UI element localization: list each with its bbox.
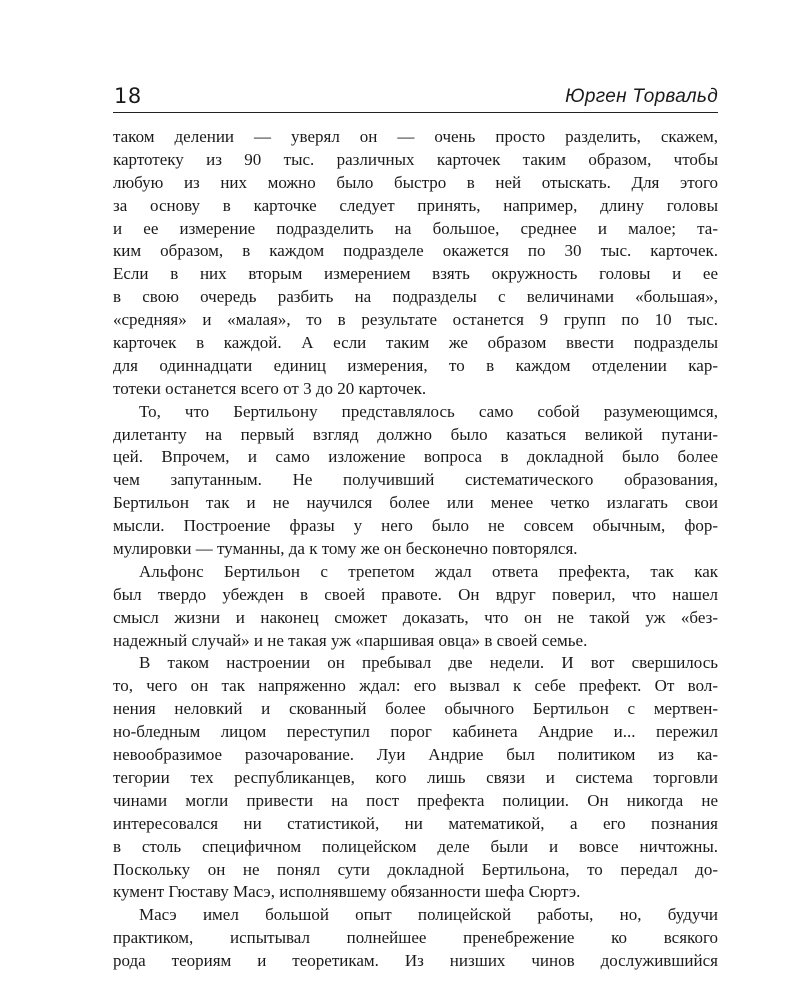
text-line: в свою очередь разбить на подразделы с величинами «большая», — [113, 287, 718, 307]
text-line: был твердо убежден в своей правоте. Он вдруг поверил, что нашел — [113, 584, 718, 604]
text-line: «средняя» и «малая», то в результате останется 9 групп по 10 тыс. — [113, 310, 718, 330]
text-line: тегории тех республиканцев, кого лишь связи и система торговли — [113, 767, 718, 787]
text-line: смысл жизни и наконец сможет доказать, что он не такой уж «без- — [113, 607, 718, 627]
text-line: интересовался ни статистикой, ни математикой, а его познания — [113, 813, 718, 833]
text-line: для одиннадцати единиц измерения, то в каждом отделении кар- — [113, 355, 718, 375]
text-line: В таком настроении он пребывал две недели. И вот свершилось — [139, 653, 718, 673]
text-line: рода теориям и теоретикам. Из низших чинов дослужившийся — [113, 951, 718, 971]
text-line: Масэ имел большой опыт полицейской работы, но, будучи — [139, 905, 718, 925]
text-line: кумент Гюставу Масэ, исполнявшему обязанности шефа Сюртэ. — [113, 882, 581, 902]
text-line: дилетанту на первый взгляд должно было казаться великой путани- — [113, 424, 718, 444]
text-line: то, чего он так напряженно ждал: его вызвал к себе префект. От вол- — [113, 676, 718, 696]
text-line: карточек в каждой. А если таким же образом ввести подразделы — [113, 333, 718, 353]
text-line: цей. Впрочем, и само изложение вопроса в докладной было более — [113, 447, 718, 467]
text-line: чем запутанным. Не получивший систематического образования, — [113, 470, 718, 490]
page-number: 18 — [114, 84, 142, 108]
running-title: Юрген Торвальд — [565, 86, 718, 107]
text-line: Альфонс Бертильон с трепетом ждал ответа префекта, так как — [139, 561, 718, 581]
text-line: ким образом, в каждом подразделе окажется по 30 тыс. карточек. — [113, 241, 718, 261]
text-line: чинами могли привести на пост префекта полиции. Он никогда не — [113, 790, 718, 810]
text-line: в столь специфичном полицейском деле были и вовсе ничтожны. — [113, 836, 718, 856]
text-line: надежный случай» и не такая уж «паршивая овца» в своей семье. — [113, 630, 588, 650]
text-line: Поскольку он не понял сути докладной Бертильона, то передал до- — [113, 859, 718, 879]
text-line: тотеки останется всего от 3 до 20 карточек. — [113, 378, 427, 398]
text-line: за основу в карточке следует принять, например, длину головы — [113, 195, 718, 215]
text-line: нения неловкий и скованный более обычного Бертильон с мертвен- — [113, 699, 718, 719]
text-line: Если в них вторым измерением взять окружность головы и ее — [113, 264, 718, 284]
body-text — [113, 126, 718, 973]
page-header — [113, 82, 718, 113]
text-line: картотеку из 90 тыс. различных карточек таким образом, чтобы — [113, 149, 718, 169]
text-line: любую из них можно было быстро в ней отыскать. Для этого — [113, 172, 718, 192]
text-line: невообразимое разочарование. Луи Андрие был политиком из ка- — [113, 745, 718, 765]
text-line: мысли. Построение фразы у него было не совсем обычным, фор- — [113, 516, 718, 536]
text-line: и ее измерение подразделить на большое, среднее и малое; та- — [113, 218, 718, 238]
text-line: То, что Бертильону представлялось само собой разумеющимся, — [139, 401, 718, 421]
text-line: таком делении — уверял он — очень просто разделить, скажем, — [113, 127, 718, 146]
text-line: мулировки — туманны, да к тому же он бесконечно повторялся. — [113, 539, 578, 559]
text-line: Бертильон так и не научился более или менее четко излагать свои — [113, 493, 718, 513]
text-line: практиком, испытывал полнейшее пренебрежение ко всякого — [113, 928, 718, 948]
text-line: но-бледным лицом переступил порог кабинета Андрие и... пережил — [113, 722, 718, 742]
